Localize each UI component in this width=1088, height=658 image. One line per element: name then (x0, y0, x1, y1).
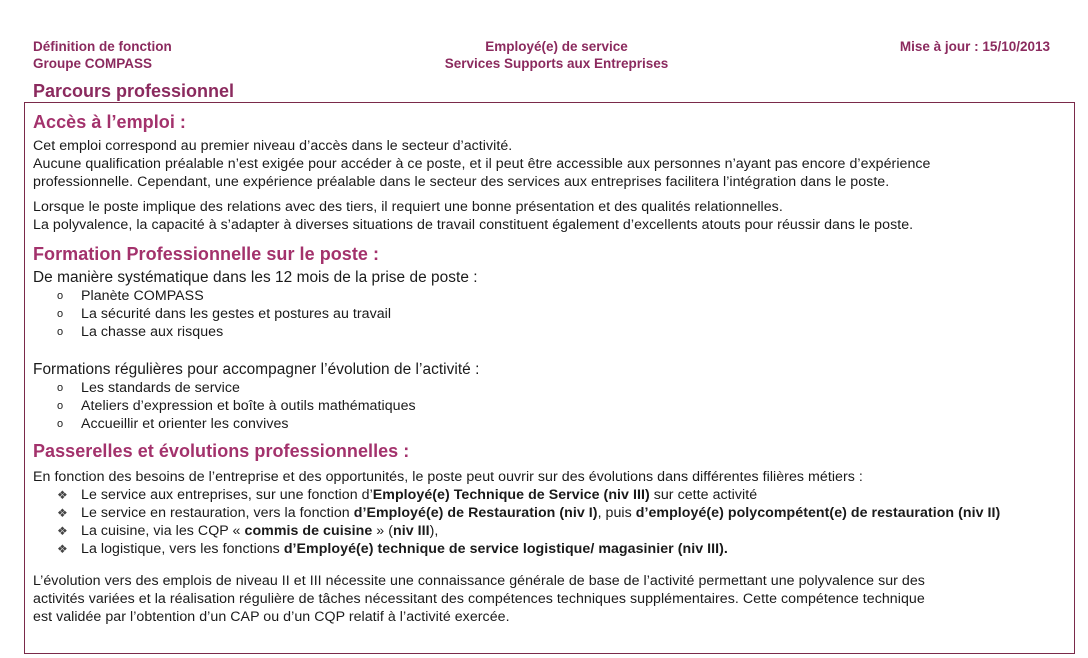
training-list-mandatory (33, 287, 1078, 341)
circle-bullet-icon: o (57, 382, 64, 394)
circle-bullet-icon: o (57, 290, 64, 302)
list-item: o Planète COMPASS (57, 288, 204, 304)
circle-bullet-icon: o (57, 326, 64, 338)
paragraph-line: est validée par l’obtention d’un CAP ou d’un CQP relatif à l’activité exercée. (33, 609, 510, 625)
paragraph-line: L’évolution vers des emplois de niveau II et III nécessite une connaissance générale de base de l’activité permettant une polyvalence sur des (33, 573, 925, 589)
company-name: Groupe COMPASS (33, 56, 153, 71)
list-item: o Accueillir et orienter les convives (57, 416, 289, 432)
list-item: ❖ La cuisine, via les CQP « commis de cuisine » (niv III), (57, 523, 439, 539)
department-name: Services Supports aux Entreprises (444, 56, 669, 71)
paragraph-line: Aucune qualification préalable n’est exigée pour accéder à ce poste, et il peut être accessible aux personnes n’ayant pas encore d’expérience (33, 156, 931, 172)
document-header-right (900, 38, 1050, 55)
list-item: o Les standards de service (57, 380, 240, 396)
diamond-bullet-icon: ❖ (57, 524, 68, 538)
update-date: Mise à jour : 15/10/2013 (899, 39, 1050, 54)
page-title: Parcours professionnel (33, 81, 235, 101)
diamond-bullet-icon: ❖ (57, 542, 68, 556)
document-type: Définition de fonction (33, 39, 172, 54)
diamond-bullet-icon: ❖ (57, 488, 68, 502)
paragraph-line: Cet emploi correspond au premier niveau d’accès dans le secteur d’activité. (33, 138, 513, 154)
document-body (33, 110, 1078, 626)
section-title: Formation Professionnelle sur le poste : (33, 244, 380, 264)
list-intro: En fonction des besoins de l’entreprise et des opportunités, le poste peut ouvrir sur des évolutions dans différentes filières métiers : (33, 469, 863, 485)
list-item: o La sécurité dans les gestes et postures au travail (57, 306, 392, 322)
paragraph-line: activités variées et la réalisation régulière de tâches nécessitant des compétences techniques supplémentaires. Cette compétence technique (33, 591, 925, 607)
circle-bullet-icon: o (57, 418, 64, 430)
list-item: o Ateliers d’expression et boîte à outils mathématiques (57, 398, 416, 414)
job-title: Employé(e) de service (485, 39, 628, 54)
list-intro: Formations régulières pour accompagner l’évolution de l’activité : (33, 361, 480, 378)
list-item: ❖ Le service aux entreprises, sur une fonction d’Employé(e) Technique de Service (niv III) sur cette activité (57, 487, 758, 503)
list-intro: De manière systématique dans les 12 mois de la prise de poste : (33, 269, 478, 286)
paragraph-line: La polyvalence, la capacité à s’adapter à diverses situations de travail constituent également d’excellents atouts pour réussir dans le poste. (33, 217, 914, 233)
circle-bullet-icon: o (57, 400, 64, 412)
section-acces-emploi (33, 110, 1078, 234)
career-paths-list (33, 486, 1078, 558)
paragraph-line: professionnelle. Cependant, une expérience préalable dans le secteur des services aux entreprises facilitera l’intégration dans le poste. (33, 174, 890, 190)
circle-bullet-icon: o (57, 308, 64, 320)
diamond-bullet-icon: ❖ (57, 506, 68, 520)
list-item: ❖ Le service en restauration, vers la fonction d’Employé(e) de Restauration (niv I), puis d’employé(e) polycompétent(e) de restauration (niv II) (57, 505, 1001, 521)
list-item: ❖ La logistique, vers les fonctions d’Employé(e) technique de service logistique/ magasinier (niv III). (57, 541, 728, 557)
section-title: Passerelles et évolutions professionnelles : (33, 441, 410, 461)
section-title: Accès à l’emploi : (33, 112, 186, 132)
section-formation (33, 242, 1078, 433)
section-passerelles (33, 439, 1078, 626)
paragraph-line: Lorsque le poste implique des relations avec des tiers, il requiert une bonne présentation et des qualités relationnelles. (33, 199, 783, 215)
list-item: o La chasse aux risques (57, 324, 224, 340)
training-list-regular (33, 379, 1078, 433)
